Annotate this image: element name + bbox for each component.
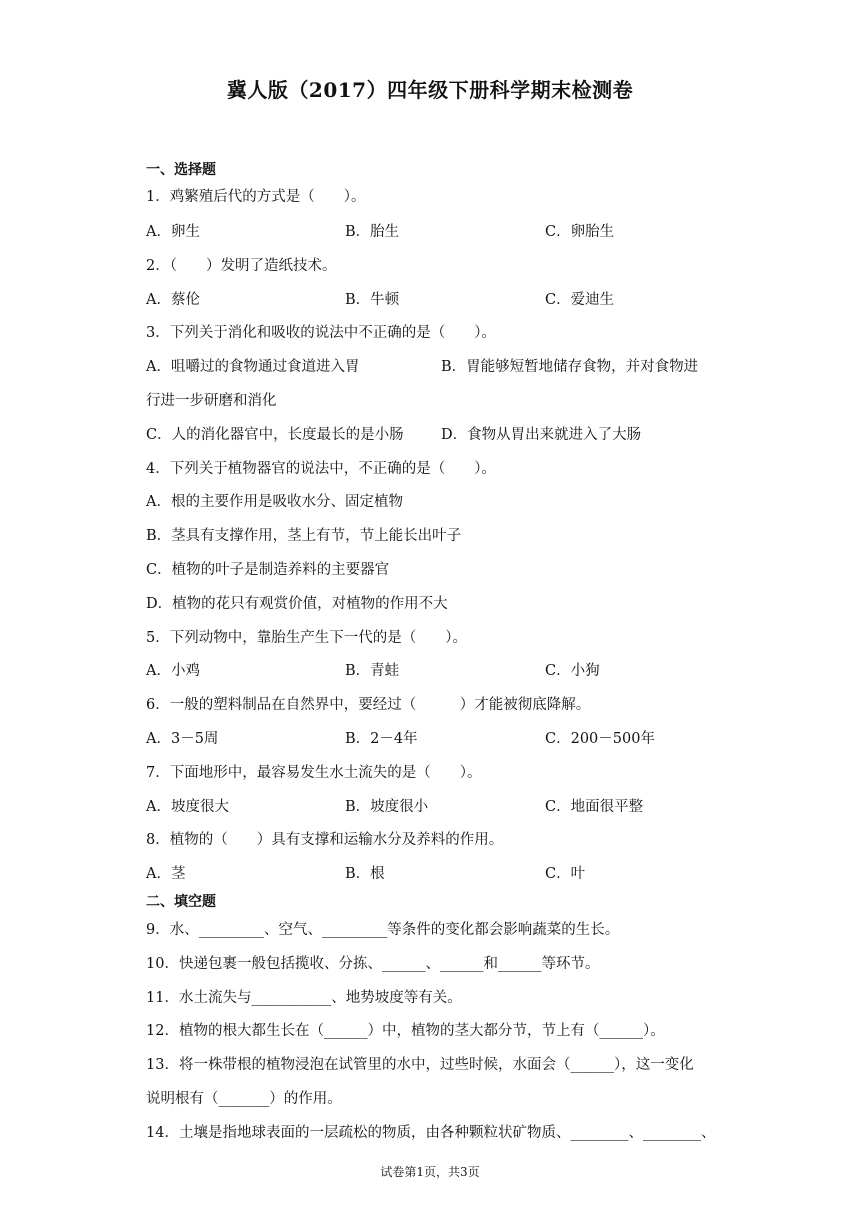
question-2: 2．（ ）发明了造纸技术。 [146,258,337,274]
question-13-continued: 说明根有（_______）的作用。 [146,1091,342,1107]
q8-option-b: B．根 [345,866,385,882]
page-title: 冀人版（2017）四年级下册科学期末检测卷 [226,78,634,102]
q6-option-a: A．3－5周 [146,731,219,747]
q6-option-c: C．200－500年 [545,731,655,747]
q1-option-b: B．胎生 [345,224,400,240]
q5-option-a: A．小鸡 [146,663,200,679]
q2-option-a: A．蔡伦 [146,292,200,308]
q2-option-b: B．牛顿 [345,292,400,308]
question-7: 7．下面地形中，最容易发生水土流失的是（ ）。 [146,765,482,781]
q3-option-c: C．人的消化器官中，长度最长的是小肠 [146,427,404,443]
q8-option-c: C．叶 [545,866,586,882]
q6-option-b: B．2－4年 [345,731,418,747]
question-12: 12．植物的根大都生长在（______）中，植物的茎大都分节，节上有（______）。 [146,1023,665,1039]
question-3: 3．下列关于消化和吸收的说法中不正确的是（ ）。 [146,325,496,341]
q3-option-b-continued: 行进一步研磨和消化 [146,393,277,409]
question-9: 9．水、_________、空气、_________等条件的变化都会影响蔬菜的生长。 [146,922,620,938]
question-14: 14．土壤是指地球表面的一层疏松的物质，由各种颗粒状矿物质、________、________、 [146,1125,716,1141]
question-13: 13．将一株带根的植物浸泡在试管里的水中，过些时候，水面会（______），这一变化 [146,1057,694,1073]
q5-option-c: C．小狗 [545,663,600,679]
q7-option-b: B．坡度很小 [345,799,429,815]
q3-option-a: A．咀嚼过的食物通过食道进入胃 [146,359,360,375]
question-6: 6．一般的塑料制品在自然界中，要经过（ ）才能被彻底降解。 [146,697,591,713]
q7-option-a: A．坡度很大 [146,799,229,815]
q3-option-b: B．胃能够短暂地储存食物，并对食物进 [441,359,699,375]
section-heading-choice: 一、选择题 [146,162,216,178]
section-heading-fill: 二、填空题 [146,894,216,910]
q4-option-b: B．茎具有支撑作用，茎上有节，节上能长出叶子 [146,528,462,544]
question-10: 10．快递包裹一般包括揽收、分拣、______、______和______等环节。 [146,956,600,972]
q8-option-a: A．茎 [146,866,186,882]
page-footer: 试卷第1页，共3页 [380,1165,480,1179]
q2-option-c: C．爱迪生 [545,292,615,308]
q1-option-c: C．卵胎生 [545,224,615,240]
question-8: 8．植物的（ ）具有支撑和运输水分及养料的作用。 [146,832,504,848]
q5-option-b: B．青蛙 [345,663,400,679]
q1-option-a: A．卵生 [146,224,200,240]
q7-option-c: C．地面很平整 [545,799,644,815]
question-4: 4．下列关于植物器官的说法中，不正确的是（ ）。 [146,461,496,477]
q4-option-a: A．根的主要作用是吸收水分、固定植物 [146,494,403,510]
q4-option-d: D．植物的花只有观赏价值，对植物的作用不大 [146,596,448,612]
question-11: 11．水土流失与___________、地势坡度等有关。 [146,990,462,1006]
question-1: 1．鸡繁殖后代的方式是（ ）。 [146,189,366,205]
q3-option-d: D．食物从胃出来就进入了大肠 [441,427,642,443]
q4-option-c: C．植物的叶子是制造养料的主要器官 [146,562,390,578]
question-5: 5．下列动物中，靠胎生产生下一代的是（ ）。 [146,630,467,646]
